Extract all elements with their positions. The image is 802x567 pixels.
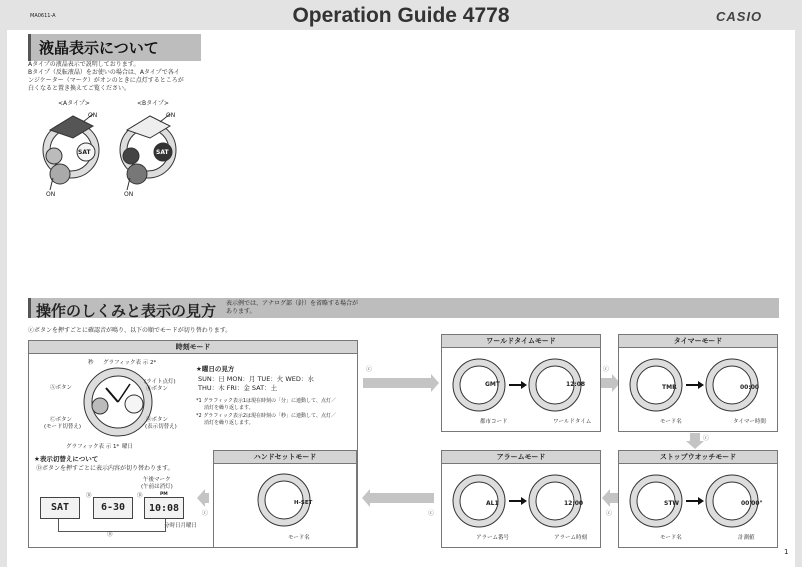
d-arrow-2: Ⓓ — [137, 493, 143, 499]
footnote-1a: *1 グラフィック表示1は現在時刻の「分」に連動して、点灯／ — [196, 398, 336, 404]
arrow-to-handset — [370, 493, 434, 503]
sw-lcd1: STW — [664, 500, 680, 507]
c-label-2: ⓒ — [603, 366, 610, 373]
arrow-down-head — [686, 441, 704, 449]
footnote-2a: *2 グラフィック表示2は現在時刻の「秒」に連動して、点灯／ — [196, 413, 336, 419]
stopwatch-title: ストップウオッチモード — [619, 451, 777, 464]
doc-code: MA0611-A — [30, 13, 56, 19]
wt-time-label: ワールドタイム — [553, 419, 592, 425]
page-number: 1 — [784, 548, 789, 556]
lcd-text-1: Aタイプの液晶表示で説明しております。 — [28, 61, 140, 68]
ops-note-1: 表示例では、アナログ部（針）を省略する場合が — [226, 300, 359, 307]
weekday-line2: THU：木 FRI：金 SAT：土 — [198, 384, 278, 392]
type-b-label: <Bタイプ> — [137, 100, 169, 107]
d-arrow-1: Ⓓ — [86, 493, 92, 499]
lcd-text-3: ンジケーター（マーク）がオンのときに点灯するところが — [28, 77, 184, 84]
switch-text: Ⓓボタンを押すごとに表示内容が切り替わります。 — [36, 465, 174, 472]
switch-title: ★表示切替えについて — [34, 455, 99, 463]
alarm-lcd1: AL1 — [486, 500, 499, 507]
tk-graphic1: グラフィック表 示 1* — [66, 444, 120, 450]
tk-light1: (ライト点灯) — [144, 379, 176, 385]
arrow-to-worldtime — [363, 378, 431, 388]
brand-logo: CASIO — [716, 9, 763, 24]
tk-btn-a: Ⓐボタン — [50, 385, 73, 391]
timekeeping-watch — [78, 362, 158, 442]
footnote-1b: 消灯を繰り返します。 — [204, 405, 254, 411]
handset-lcd1: H-SET — [294, 500, 313, 506]
pm-mark-label: 午後マーク — [143, 477, 171, 483]
right-margin-bar — [795, 30, 802, 567]
weekday-title: ★曜日の見方 — [196, 365, 235, 373]
c-label-6: ⓒ — [202, 510, 209, 517]
pm-note: (午前は消灯) — [141, 484, 173, 490]
tk-disp-switch: (表示切替え) — [145, 424, 177, 430]
handset-mode-label: モード名 — [288, 535, 310, 541]
arrow-down-stem — [690, 433, 700, 441]
tk-graphic2: グラフィック表 示 2* — [103, 360, 157, 366]
hm-date-label: 分時日月曜日 — [164, 523, 198, 529]
tk-weekday-short: 曜日 — [122, 444, 134, 450]
lcd-weekday: SAT — [40, 497, 80, 519]
ops-intro: ⓒボタンを押すごとに確認音が鳴り、以下の順でモードが切り替わります。 — [28, 327, 232, 334]
d-arrow-3: Ⓓ — [107, 532, 113, 538]
timekeeping-title: 時刻モード — [29, 341, 357, 354]
alarm-title: アラームモード — [442, 451, 600, 464]
alarm-no-label: アラーム番号 — [476, 535, 510, 541]
left-margin-bar — [0, 30, 7, 567]
sat-a: SAT — [78, 149, 91, 156]
c-label-3: ⓒ — [703, 435, 710, 442]
weekday-line1: SUN：日 MON：月 TUE：火 WED：水 — [198, 375, 314, 383]
timer-title: タイマーモード — [619, 335, 777, 348]
arrow-to-timer — [600, 378, 612, 388]
lcd-type-illustration — [38, 108, 198, 203]
c-label-4: ⓒ — [606, 510, 613, 517]
footnote-2b: 消灯を繰り返します。 — [204, 420, 254, 426]
alarm-time-label: アラーム時刻 — [554, 535, 588, 541]
on-label-a-top: ON — [88, 112, 98, 119]
ops-section-title: 操作のしくみと表示の見方 — [36, 302, 217, 320]
sw-lcd2: 00'00" — [741, 500, 763, 507]
sat-b: SAT — [156, 149, 169, 156]
arrow-to-timekeeping — [205, 493, 209, 503]
lcd-text-2: Bタイプ（反転液晶）をお使いの場合は、Aタイプで各イ — [28, 69, 180, 76]
sw-time-label: 計測値 — [738, 535, 755, 541]
tk-btn-d: Ⓓボタン — [146, 417, 169, 423]
timer-lcd2: 00:00 — [740, 384, 760, 391]
tk-light2: Ⓑボタン — [146, 386, 169, 392]
pm-indicator: PM — [160, 492, 168, 497]
ops-note-2: あります。 — [226, 308, 256, 315]
on-label-b-top: ON — [166, 112, 176, 119]
c-label-5: ⓒ — [428, 510, 435, 517]
handset-title: ハンドセットモード — [214, 451, 356, 464]
alarm-lcd2: 12:00 — [564, 500, 584, 507]
timer-time-label: タイマー時間 — [733, 419, 766, 425]
timer-mode-label: モード名 — [660, 419, 682, 425]
type-a-label: <Aタイプ> — [58, 100, 90, 107]
lcd-section-title: 液晶表示について — [28, 34, 201, 61]
lcd-text-4: 白くなると置き換えてご覧ください。 — [28, 85, 131, 92]
lcd-date: 6-30 — [93, 497, 133, 519]
tk-btn-c: Ⓒボタン — [50, 417, 73, 423]
sw-mode-label: モード名 — [660, 535, 682, 541]
wt-lcd2: 12:08 — [566, 381, 586, 388]
worldtime-title: ワールドタイムモード — [442, 335, 600, 348]
on-label-b-bottom: ON — [124, 191, 134, 198]
wt-city-label: 都市コード — [480, 419, 508, 425]
on-label-a-bottom: ON — [46, 191, 56, 198]
page-title: Operation Guide 4778 — [292, 4, 510, 27]
tk-second: 秒 — [88, 360, 94, 366]
tk-mode-switch: (モード切替え) — [44, 424, 82, 430]
c-label-1: ⓒ — [366, 366, 373, 373]
timer-lcd1: TMR — [662, 384, 677, 391]
wt-lcd1: GMT — [485, 381, 500, 388]
lcd-time: 10:08 — [144, 497, 184, 519]
